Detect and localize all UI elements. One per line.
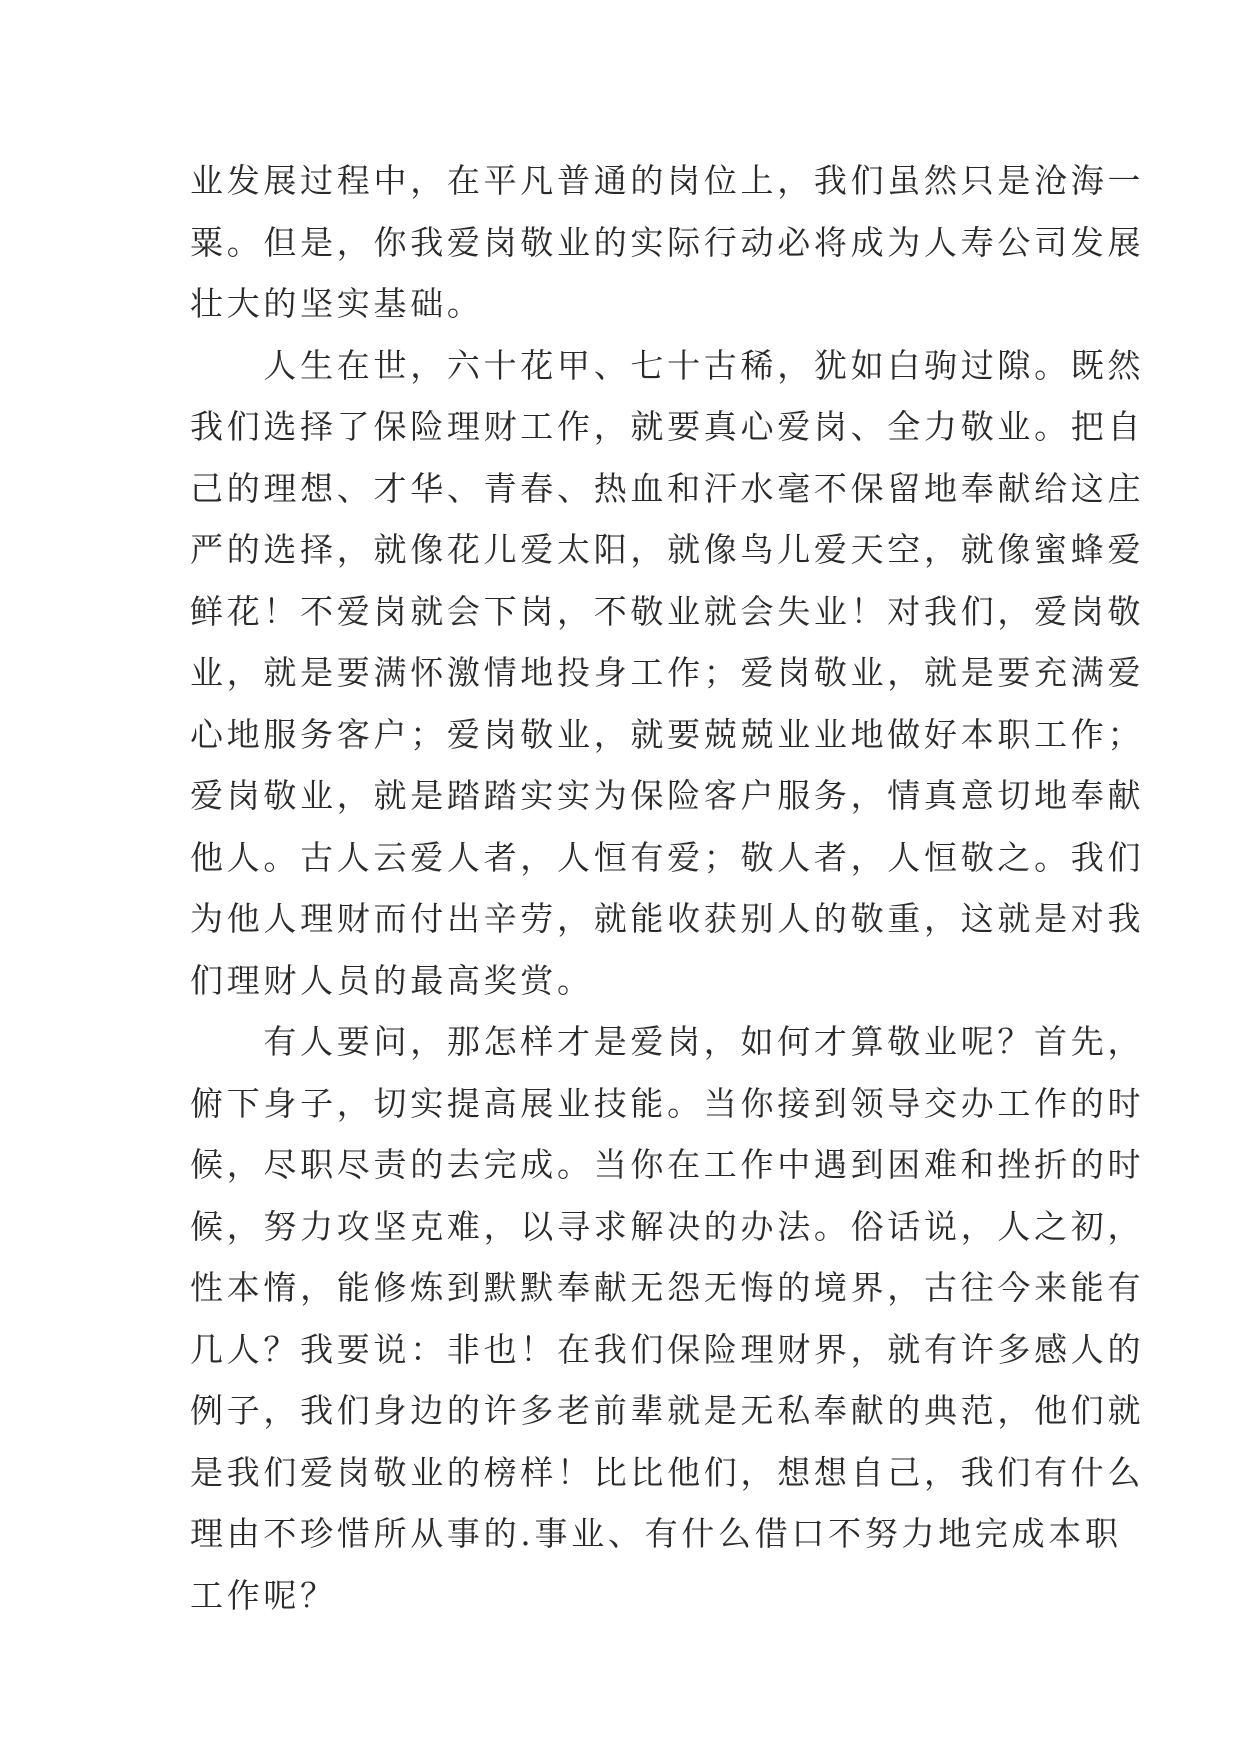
text-line: 们理财人员的最高奖赏。 xyxy=(190,960,594,1000)
text-line: 几人？我要说：非也！在我们保险理财界，就有许多感人的 xyxy=(190,1329,1145,1369)
text-line: 为他人理财而付出辛劳，就能收获别人的敬重，这就是对我 xyxy=(190,899,1145,938)
text-line: 爱岗敬业，就是踏踏实实为保险客户服务，情真意切地奉献 xyxy=(190,776,1145,815)
text-line: 性本惰，能修炼到默默奉献无怨无悔的境界，古往今来能有 xyxy=(190,1268,1145,1307)
text-line: 是我们爱岗敬业的榜样！比比他们，想想自己，我们有什么 xyxy=(190,1452,1145,1492)
text-line: 候，努力攻坚克难，以寻求解决的办法。俗话说，人之初， xyxy=(190,1206,1145,1246)
text-line: 候，尽职尽责的去完成。当你在工作中遇到困难和挫折的时 xyxy=(190,1145,1145,1184)
text-line: 我们选择了保险理财工作，就要真心爱岗、全力敬业。把自 xyxy=(190,407,1145,446)
text-line: 俯下身子，切实提高展业技能。当你接到领导交办工作的时 xyxy=(190,1083,1145,1123)
document-body xyxy=(190,150,1145,1626)
text-line: 业，就是要满怀激情地投身工作；爱岗敬业，就是要充满爱 xyxy=(190,653,1145,692)
text-line: 严的选择，就像花儿爱太阳，就像鸟儿爱天空，就像蜜蜂爱 xyxy=(190,530,1145,569)
text-line: 壮大的坚实基础。 xyxy=(190,284,484,323)
text-line: 业发展过程中，在平凡普通的岗位上，我们虽然只是沧海一 xyxy=(190,161,1145,200)
text-line: 心地服务客户；爱岗敬业，就要兢兢业业地做好本职工作； xyxy=(190,714,1145,754)
text-line: 理由不珍惜所从事的.事业、有什么借口不努力地完成本职 xyxy=(190,1514,1122,1553)
text-line: 工作呢？ xyxy=(190,1575,337,1615)
text-line: 有人要问，那怎样才是爱岗，如何才算敬业呢？首先， xyxy=(190,1022,1145,1061)
text-line: 鲜花！不爱岗就会下岗，不敬业就会失业！对我们，爱岗敬 xyxy=(190,591,1145,631)
text-line: 粟。但是，你我爱岗敬业的实际行动必将成为人寿公司发展 xyxy=(190,222,1145,262)
text-line: 人生在世，六十花甲、七十古稀，犹如白驹过隙。既然 xyxy=(190,345,1145,385)
text-line: 例子，我们身边的许多老前辈就是无私奉献的典范，他们就 xyxy=(190,1391,1145,1430)
text-line: 他人。古人云爱人者，人恒有爱；敬人者，人恒敬之。我们 xyxy=(190,837,1145,877)
text-line: 己的理想、才华、青春、热血和汗水毫不保留地奉献给这庄 xyxy=(190,468,1145,508)
